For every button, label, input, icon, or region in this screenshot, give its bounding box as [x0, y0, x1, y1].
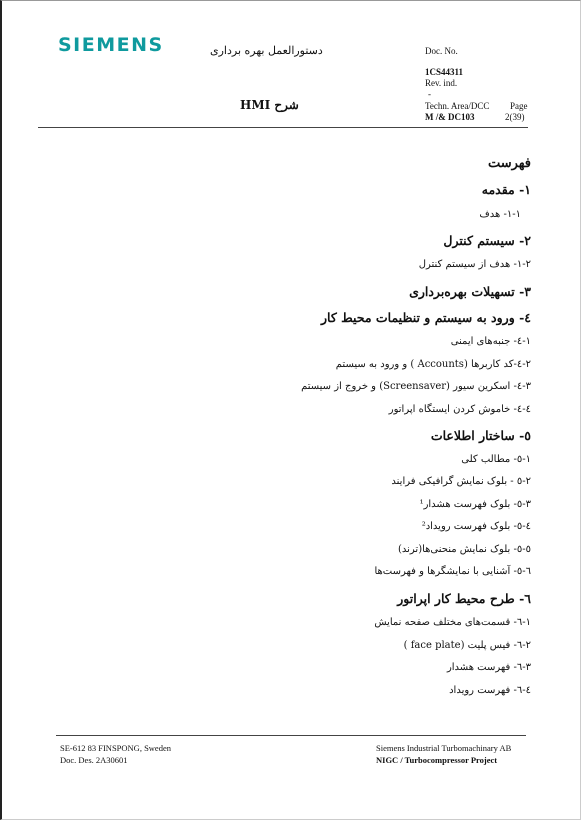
- toc-entry: ۲- سیستم کنترل: [443, 233, 531, 248]
- toc-entry: ٤-٦- فهرست رویداد: [449, 685, 531, 696]
- toc-entry: ۱-۱- هدف: [479, 209, 521, 220]
- toc-entry: ۱- مقدمه: [481, 182, 531, 197]
- toc-entry: ٤-٥- بلوک فهرست رویداد²: [421, 521, 531, 532]
- toc-entry: ۱-٦- قسمت‌های مختلف صفحه نمایش: [374, 617, 531, 628]
- footer-company: Siemens Industrial Turbomachinary AB: [376, 743, 512, 753]
- toc-entry: ۲-٤-کد کاربرها (Accounts ) و ورود به سیستم: [335, 359, 531, 370]
- footer-divider: [56, 735, 526, 736]
- toc-title: فهرست: [487, 156, 531, 171]
- page-label: Page: [510, 101, 528, 111]
- page-value: 2(39): [505, 112, 525, 122]
- toc-entry: ۳-٥- بلوک فهرست هشدار¹: [419, 499, 531, 510]
- toc-entry: ۳-٦- فهرست هشدار: [446, 662, 531, 673]
- header-divider: [38, 127, 528, 128]
- toc-entry: ٦- طرح محیط کار اپراتور: [397, 591, 531, 606]
- footer-address: SE-612 83 FINSPONG, Sweden: [60, 743, 171, 753]
- toc-entry: ۳-٤- اسکرین سیور (Screensaver) و خروج از سیستم: [301, 381, 531, 392]
- doc-no-value: 1CS44311: [425, 67, 464, 77]
- toc-entry: ۱-٤- جنبه‌های ایمنی: [450, 336, 531, 347]
- area-label: Techn. Area/DCC: [425, 101, 490, 111]
- toc-entry: ۱-۲- هدف از سیستم کنترل: [418, 259, 531, 270]
- footer-project: NIGC / Turbocompressor Project: [376, 755, 498, 765]
- document-title: دستورالعمل بهره برداری: [210, 44, 323, 57]
- rev-value: -: [428, 89, 431, 99]
- toc-entry: ٥- ساختار اطلاعات: [430, 428, 531, 443]
- toc-entry: ٤- ورود به سیستم و تنظیمات محیط کار: [320, 310, 531, 325]
- area-value: M /& DC103: [425, 112, 475, 122]
- toc-entry: ۲-٥ - بلوک نمایش گرافیکی فرایند: [391, 476, 531, 487]
- siemens-logo: SIEMENS: [58, 34, 164, 56]
- toc-entry: ٦-٥- آشنایی با نمایشگرها و فهرست‌ها: [374, 566, 531, 577]
- doc-no-label: Doc. No.: [425, 46, 458, 56]
- toc-entry: ٤-٤- خاموش کردن ایستگاه اپراتور: [388, 404, 531, 415]
- rev-label: Rev. ind.: [425, 78, 458, 88]
- toc-entry: ۳- تسهیلات بهره‌برداری: [409, 284, 531, 299]
- toc-entry: ۱-٥- مطالب کلی: [461, 454, 531, 465]
- footer-doc-des: Doc. Des. 2A30601: [60, 755, 128, 765]
- toc-entry: ۲-٦- فیس پلیت (face plate ): [403, 640, 531, 651]
- document-subtitle: شرح HMI: [240, 98, 299, 112]
- toc-entry: ٥-٥- بلوک نمایش منحنی‌ها(ترند): [397, 544, 531, 555]
